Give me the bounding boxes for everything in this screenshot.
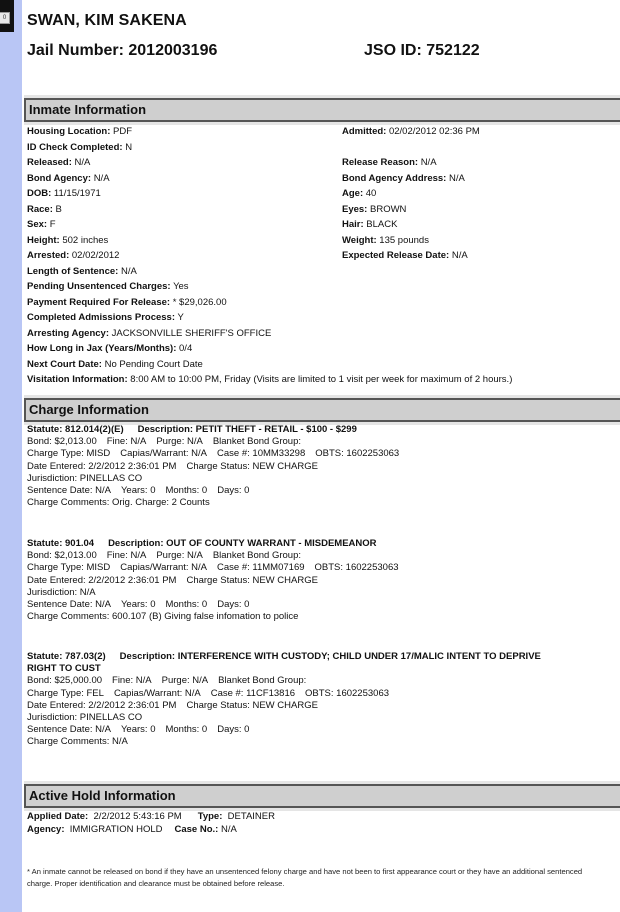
charge-blanket-bond-group: Blanket Bond Group: — [212, 550, 302, 562]
field-label: DOB: — [27, 188, 52, 199]
field-value: N/A — [448, 172, 465, 184]
charge-bond: Bond: $2,013.00 — [27, 550, 97, 562]
charge-bond-row — [27, 675, 617, 687]
field-visitation-information — [27, 372, 617, 388]
field-value: N/A — [93, 172, 110, 184]
field-value: Yes — [173, 281, 189, 292]
charge-entry — [27, 424, 617, 509]
field-value: N/A — [451, 250, 468, 261]
field-value: BLACK — [366, 219, 398, 230]
field-label: Hair: — [342, 219, 364, 230]
charge-comments: Charge Comments: 600.107 (B) Giving false infomation to police — [27, 611, 299, 623]
field-blank — [342, 140, 612, 156]
hold-type-label: Type: — [197, 811, 223, 822]
charge-description: Description: PETIT THEFT - RETAIL - $100 - $299 — [137, 424, 357, 435]
field-label: Age: — [342, 188, 364, 199]
charge-type-row — [27, 562, 617, 574]
inmate-info-right-column — [342, 124, 612, 264]
charge-days: Days: 0 — [217, 485, 250, 497]
charge-date-row — [27, 700, 617, 712]
field-released — [27, 155, 337, 171]
corner-button[interactable]: 0 — [0, 12, 10, 24]
field-label: Weight: — [342, 234, 377, 246]
field-label: Arresting Agency: — [27, 327, 109, 339]
charge-case-number: Case #: 10MM33298 — [217, 448, 306, 460]
field-label: Housing Location: — [27, 126, 111, 137]
jso-id — [364, 42, 480, 60]
jail-number-label: Jail Number: — [27, 42, 124, 59]
charge-date-row — [27, 575, 617, 587]
field-label: Bond Agency Address: — [342, 172, 447, 184]
inmate-info-left-column — [27, 124, 337, 248]
charge-months: Months: 0 — [165, 724, 208, 736]
field-value: JACKSONVILLE SHERIFF'S OFFICE — [111, 327, 272, 339]
charge-capias: Capias/Warrant: N/A — [113, 687, 201, 699]
charge-months: Months: 0 — [165, 599, 208, 611]
charge-bond: Bond: $25,000.00 — [27, 675, 103, 687]
field-age — [342, 186, 612, 202]
field-height — [27, 233, 337, 249]
charge-jurisdiction: Jurisdiction: PINELLAS CO — [27, 472, 143, 484]
active-hold-details — [27, 811, 275, 836]
section-header-charge-information: Charge Information — [24, 398, 620, 422]
hold-agency-value: IMMIGRATION HOLD — [69, 823, 163, 835]
charge-date-entered: Date Entered: 2/2/2012 2:36:01 PM — [27, 460, 177, 472]
charge-description: Description: INTERFERENCE WITH CUSTODY; CHILD UNDER 17/MALIC INTENT TO DEPRIVE RIGHT TO CUST — [27, 651, 541, 675]
field-dob — [27, 186, 337, 202]
field-bond-agency-address — [342, 171, 612, 187]
field-payment-required — [27, 295, 617, 311]
hold-row-applied — [27, 811, 275, 824]
charge-status: Charge Status: NEW CHARGE — [186, 574, 318, 586]
charge-type: Charge Type: MISD — [27, 562, 111, 574]
charge-case-number: Case #: 11CF13816 — [210, 687, 296, 699]
charge-heading — [27, 651, 547, 675]
field-value: N/A — [120, 265, 137, 277]
field-label: Pending Unsentenced Charges: — [27, 281, 171, 292]
field-race — [27, 202, 337, 218]
charge-fine: Fine: N/A — [106, 550, 147, 562]
field-completed-admissions — [27, 310, 617, 326]
charge-obts: OBTS: 1602253063 — [315, 448, 400, 460]
charge-type: Charge Type: MISD — [27, 448, 111, 460]
field-sex — [27, 217, 337, 233]
charge-capias: Capias/Warrant: N/A — [120, 562, 208, 574]
charge-obts: OBTS: 1602253063 — [305, 687, 390, 699]
charge-entry — [27, 538, 617, 623]
field-weight — [342, 233, 612, 249]
charge-years: Years: 0 — [120, 599, 156, 611]
charge-blanket-bond-group: Blanket Bond Group: — [218, 675, 307, 687]
field-label: ID Check Completed: — [27, 141, 123, 153]
hold-case-label: Case No.: — [174, 823, 219, 835]
field-value: 8:00 AM to 10:00 PM, Friday (Visits are limited to 1 visit per week for maximum of 2 hours.) — [130, 374, 513, 385]
field-arrested — [27, 248, 617, 264]
field-bond-agency — [27, 171, 337, 187]
charge-blanket-bond-group: Blanket Bond Group: — [212, 436, 302, 448]
jail-number-value: 2012003196 — [128, 42, 218, 59]
charge-bond-row — [27, 436, 617, 448]
charge-status: Charge Status: NEW CHARGE — [186, 699, 318, 711]
field-value: Y — [177, 312, 184, 323]
charge-comments: Charge Comments: Orig. Charge: 2 Counts — [27, 497, 210, 509]
field-value: N — [125, 141, 133, 153]
charge-statute: Statute: 901.04 — [27, 538, 95, 549]
charge-heading — [27, 424, 617, 436]
field-pending-unsentenced-charges — [27, 279, 617, 295]
charge-bond-row — [27, 550, 617, 562]
field-value: 0/4 — [179, 343, 193, 354]
charge-years: Years: 0 — [120, 485, 156, 497]
charge-capias: Capias/Warrant: N/A — [120, 448, 208, 460]
charge-sentence-date: Sentence Date: N/A — [27, 724, 111, 736]
charge-purge: Purge: N/A — [161, 675, 209, 687]
charge-heading — [27, 538, 617, 550]
field-id-check-completed — [27, 140, 337, 156]
inmate-name: SWAN, KIM SAKENA — [27, 12, 187, 29]
field-label: Eyes: — [342, 203, 368, 215]
charge-jurisdiction: Jurisdiction: N/A — [27, 586, 96, 598]
field-value: 02/02/2012 — [71, 250, 120, 261]
field-value: 40 — [365, 188, 377, 199]
field-arresting-agency — [27, 326, 617, 342]
field-label: Race: — [27, 203, 53, 215]
section-header-inmate-information: Inmate Information — [24, 98, 620, 122]
jso-id-value: 752122 — [426, 42, 480, 59]
field-label: Arrested: — [27, 250, 70, 261]
charge-statute: Statute: 787.03(2) — [27, 651, 106, 662]
field-label: Release Reason: — [342, 157, 419, 168]
field-label: Admitted: — [342, 126, 387, 137]
field-value: 02/02/2012 02:36 PM — [388, 126, 480, 137]
field-value: N/A — [420, 157, 437, 168]
charge-description: Description: OUT OF COUNTY WARRANT - MISDEMEANOR — [108, 538, 377, 549]
field-label: Bond Agency: — [27, 172, 92, 184]
hold-applied-label: Applied Date: — [27, 811, 89, 822]
charge-days: Days: 0 — [217, 724, 250, 736]
field-value: N/A — [74, 157, 91, 168]
charge-comments: Charge Comments: N/A — [27, 736, 128, 748]
field-label: How Long in Jax (Years/Months): — [27, 343, 177, 354]
inmate-info-full-width — [27, 248, 617, 388]
charge-years: Years: 0 — [120, 724, 156, 736]
field-release-reason — [342, 155, 612, 171]
field-value: BROWN — [370, 203, 407, 215]
corner-panel — [0, 0, 14, 32]
charge-sentence-row — [27, 599, 617, 611]
field-value: * $29,026.00 — [172, 296, 227, 308]
hold-row-agency — [27, 824, 275, 837]
hold-applied-value: 2/2/2012 5:43:16 PM — [93, 811, 182, 822]
charge-type-row — [27, 688, 617, 700]
hold-case-value: N/A — [220, 823, 237, 835]
charge-sentence-row — [27, 485, 617, 497]
field-how-long-in-jax — [27, 341, 617, 357]
field-label: Length of Sentence: — [27, 265, 119, 277]
section-header-active-hold-information: Active Hold Information — [24, 784, 620, 808]
field-label: Height: — [27, 234, 60, 246]
charge-status: Charge Status: NEW CHARGE — [186, 460, 318, 472]
bond-release-footnote: * An inmate cannot be released on bond if they have an unsentenced felony charge and have not been to first appearance court or they have an additional sentenced charge. Proper identification and clearance must be obtained before release. — [27, 867, 583, 888]
charge-date-row — [27, 461, 617, 473]
charge-bond: Bond: $2,013.00 — [27, 436, 97, 448]
charge-jurisdiction: Jurisdiction: PINELLAS CO — [27, 712, 143, 724]
left-sidebar-strip — [0, 0, 22, 912]
charge-sentence-date: Sentence Date: N/A — [27, 599, 111, 611]
field-label: Released: — [27, 157, 72, 168]
field-value: B — [55, 203, 62, 215]
field-label: Next Court Date: — [27, 358, 102, 370]
charge-fine: Fine: N/A — [112, 675, 152, 687]
charge-type: Charge Type: FEL — [27, 687, 104, 699]
field-admitted — [342, 124, 612, 140]
field-value: 502 inches — [62, 234, 109, 246]
field-next-court-date — [27, 357, 617, 373]
field-eyes — [342, 202, 612, 218]
field-value: PDF — [113, 126, 133, 137]
field-length-of-sentence — [27, 264, 617, 280]
field-label: Visitation Information: — [27, 374, 128, 385]
charge-days: Days: 0 — [217, 599, 250, 611]
field-label: Sex: — [27, 219, 48, 230]
charge-statute: Statute: 812.014(2)(E) — [27, 424, 124, 435]
id-row — [27, 42, 617, 60]
field-label: Completed Admissions Process: — [27, 312, 175, 323]
charge-case-number: Case #: 11MM07169 — [217, 562, 305, 574]
charge-date-entered: Date Entered: 2/2/2012 2:36:01 PM — [27, 574, 177, 586]
charge-purge: Purge: N/A — [156, 436, 203, 448]
hold-agency-label: Agency: — [27, 823, 65, 835]
hold-type-value: DETAINER — [227, 811, 275, 822]
field-label: Expected Release Date: — [342, 250, 450, 261]
field-hair — [342, 217, 612, 233]
charge-type-row — [27, 448, 617, 460]
jso-id-label: JSO ID: — [364, 42, 422, 59]
charge-sentence-date: Sentence Date: N/A — [27, 485, 111, 497]
charge-fine: Fine: N/A — [106, 436, 147, 448]
inmate-record-page — [24, 0, 620, 912]
charge-entry — [27, 651, 617, 749]
field-label: Payment Required For Release: — [27, 296, 171, 308]
charge-obts: OBTS: 1602253063 — [314, 562, 399, 574]
field-value: 135 pounds — [379, 234, 429, 246]
field-value: No Pending Court Date — [104, 358, 203, 370]
charge-date-entered: Date Entered: 2/2/2012 2:36:01 PM — [27, 699, 177, 711]
field-housing-location — [27, 124, 337, 140]
charge-purge: Purge: N/A — [156, 550, 203, 562]
field-value: 11/15/1971 — [53, 188, 101, 199]
field-value: F — [49, 219, 56, 230]
jail-number — [27, 42, 217, 59]
charge-sentence-row — [27, 724, 617, 736]
charge-months: Months: 0 — [165, 485, 208, 497]
